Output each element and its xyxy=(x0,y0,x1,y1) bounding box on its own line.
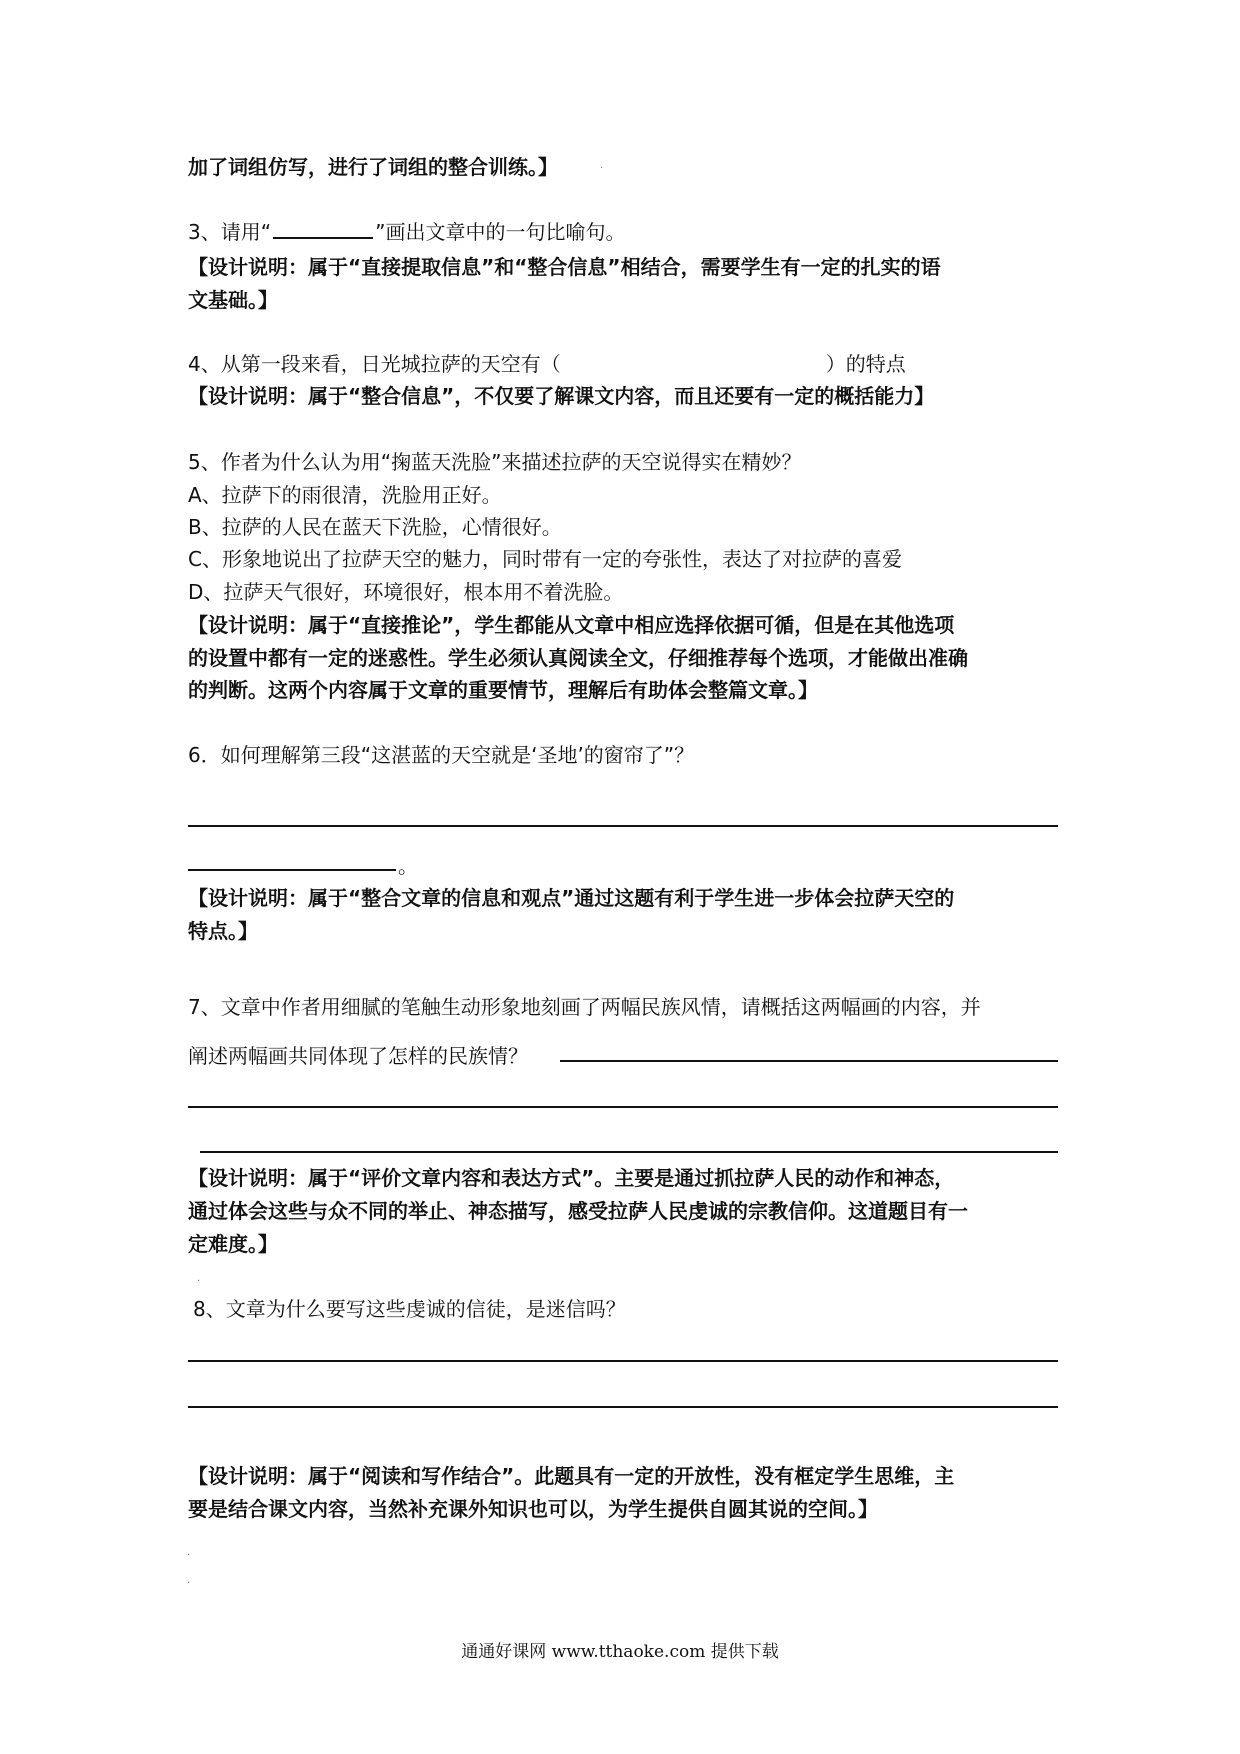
question-4-prefix: 4、从第一段来看，日光城拉萨的天空有（ xyxy=(188,352,561,376)
question-6: 6．如何理解第三段“这湛蓝的天空就是‘圣地’的窗帘了”？ xyxy=(188,743,695,767)
scan-speck: . xyxy=(197,1273,201,1284)
question-3-blank[interactable] xyxy=(273,219,373,239)
question-3 xyxy=(188,216,625,248)
note-continuation: 加了词组仿写，进行了词组的整合训练。】 xyxy=(188,155,558,179)
question-5-option-b: B、拉萨的人民在蓝天下洗脸，心情很好。 xyxy=(188,515,562,539)
question-8: 8、文章为什么要写这些虔诚的信徒，是迷信吗？ xyxy=(193,1297,626,1321)
question-8-note-line-2: 要是结合课文内容，当然补充课外知识也可以，为学生提供自圆其说的空间。】 xyxy=(188,1497,878,1521)
answer-line-short[interactable] xyxy=(188,869,396,871)
question-4-suffix: ）的特点 xyxy=(825,352,906,376)
scan-speck: . xyxy=(187,1575,191,1586)
question-5-option-d: D、拉萨天气很好，环境很好，根本用不着洗脸。 xyxy=(188,580,624,604)
question-7-line-2: 阐述两幅画共同体现了怎样的民族情？ xyxy=(188,1044,528,1068)
question-4 xyxy=(188,348,906,380)
question-8-note-line-1: 【设计说明：属于“阅读和写作结合”。此题具有一定的开放性，没有框定学生思维，主 xyxy=(188,1464,955,1488)
scan-speck: . xyxy=(600,160,604,171)
question-3-prefix: 3、请用“ xyxy=(188,220,272,244)
question-5-note-line-1: 【设计说明：属于“直接推论”，学生都能从文章中相应选择依据可循，但是在其他选项 xyxy=(188,613,955,637)
question-5-option-c: C、形象地说出了拉萨天空的魅力，同时带有一定的夸张性，表达了对拉萨的喜爱 xyxy=(188,547,902,571)
answer-line[interactable] xyxy=(560,1060,1058,1062)
question-5-note-line-3: 的判断。这两个内容属于文章的重要情节，理解后有助体会整篇文章。】 xyxy=(188,678,818,702)
question-3-note-line-1: 【设计说明：属于“直接提取信息”和“整合信息”相结合，需要学生有一定的扎实的语 xyxy=(188,255,941,279)
question-6-note-line-2: 特点。】 xyxy=(188,919,258,943)
answer-line[interactable] xyxy=(188,1106,1058,1108)
answer-line[interactable] xyxy=(188,1360,1058,1362)
question-7-line-1: 7、文章中作者用细腻的笔触生动形象地刻画了两幅民族风情，请概括这两幅画的内容，并 xyxy=(188,995,981,1019)
question-5: 5、作者为什么认为用“掬蓝天洗脸”来描述拉萨的天空说得实在精妙？ xyxy=(188,450,802,474)
question-6-end-mark: 。 xyxy=(398,854,418,878)
question-3-suffix: ”画出文章中的一句比喻句。 xyxy=(375,220,626,244)
answer-line[interactable] xyxy=(200,1151,1058,1153)
question-7-note-line-2: 通过体会这些与众不同的举止、神态描写，感受拉萨人民虔诚的宗教信仰。这道题目有一 xyxy=(188,1199,968,1223)
question-3-note-line-2: 文基础。】 xyxy=(188,288,278,312)
question-6-note-line-1: 【设计说明：属于“整合文章的信息和观点”通过这题有利于学生进一步体会拉萨天空的 xyxy=(188,886,955,910)
answer-line[interactable] xyxy=(188,825,1058,827)
question-5-option-a: A、拉萨下的雨很清，洗脸用正好。 xyxy=(188,483,502,507)
question-5-note-line-2: 的设置中都有一定的迷惑性。学生必须认真阅读全文，仔细推荐每个选项，才能做出准确 xyxy=(188,646,968,670)
scan-speck: . xyxy=(187,1547,191,1558)
answer-line[interactable] xyxy=(188,1406,1058,1408)
question-4-note: 【设计说明：属于“整合信息”，不仅要了解课文内容，而且还要有一定的概括能力】 xyxy=(188,384,935,408)
question-7-note-line-1: 【设计说明：属于“评价文章内容和表达方式”。主要是通过抓拉萨人民的动作和神态， xyxy=(188,1166,955,1190)
question-7-note-line-3: 定难度。】 xyxy=(188,1232,278,1256)
page-footer: 通通好课网 www.tthaoke.com 提供下载 xyxy=(461,1642,779,1662)
